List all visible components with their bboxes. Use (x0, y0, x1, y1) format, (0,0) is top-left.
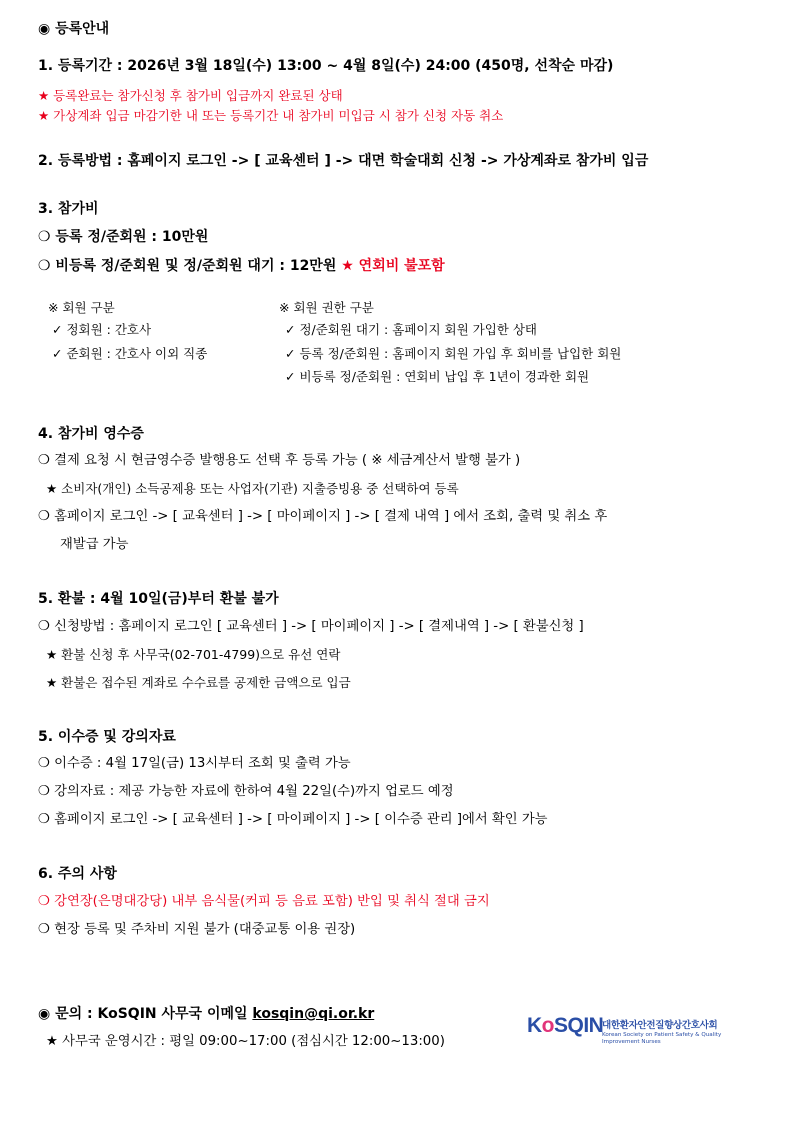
page-title: 등록안내 (55, 21, 110, 37)
section-5b-title: 5. 이수증 및 강의자료 (38, 729, 176, 745)
s4-line-1: ❍ 결제 요청 시 현금영수증 발행용도 선택 후 등록 가능 ( ※ 세금계산서 발행 불가 ) (38, 453, 521, 468)
section-4-title: 4. 참가비 영수증 (38, 426, 144, 442)
s4-line-3: ❍ 홈페이지 로그인 -> [ 교육센터 ] -> [ 마이페이지 ] -> [ 결제 내역 ] 에서 조회, 출력 및 취소 후 (38, 509, 608, 524)
s1-note-1: ★ 등록완료는 참가신청 후 참가비 입금까지 완료된 상태 (38, 88, 343, 103)
s4-line-4: 재발급 가능 (60, 537, 129, 552)
kosqin-logo (527, 1006, 737, 1050)
section-3-title: 3. 참가비 (38, 201, 99, 217)
fee-unregistered-label: ❍ 비등록 정/준회원 및 정/준회원 대기 : 12만원 (38, 258, 337, 274)
member-rights-title: ※ 회원 권한 구분 (279, 300, 374, 315)
fee-unregistered-note: ★ 연회비 불포함 (341, 258, 445, 274)
radio-mark-icon: ◉ (38, 1006, 51, 1022)
s6-line-2: ❍ 현장 등록 및 주차비 지원 불가 (대중교통 이용 권장) (38, 922, 356, 937)
s6-line-1: ❍ 강연장(은명대강당) 내부 음식물(커피 등 음료 포함) 반입 및 취식 절대 금지 (38, 894, 490, 909)
section-header (38, 20, 109, 38)
section-6-title: 6. 주의 사항 (38, 866, 117, 882)
radio-mark-icon: ◉ (38, 21, 51, 37)
member-types-title: ※ 회원 구분 (48, 300, 115, 315)
office-hours: ★ 사무국 운영시간 : 평일 09:00~17:00 (점심시간 12:00~13:00) (46, 1034, 445, 1049)
section-2-title: 2. 등록방법 : 홈페이지 로그인 -> [ 교육센터 ] -> 대면 학술대회 신청 -> 가상계좌로 참가비 입금 (38, 153, 649, 169)
s5b-line-1: ❍ 이수증 : 4월 17일(금) 13시부터 조회 및 출력 가능 (38, 756, 351, 771)
section-1-title: 1. 등록기간 : 2026년 3월 18일(수) 13:00 ~ 4월 8일(수) 24:00 (450명, 선착순 마감) (38, 58, 614, 74)
s5b-line-3: ❍ 홈페이지 로그인 -> [ 교육센터 ] -> [ 마이페이지 ] -> [ 이수증 관리 ]에서 확인 가능 (38, 812, 548, 827)
contact-email-link[interactable]: kosqin@qi.or.kr (252, 1006, 375, 1022)
member-right-item: ✓ 비등록 정/준회원 : 연회비 납입 후 1년이 경과한 회원 (285, 369, 590, 384)
member-type-item: ✓ 정회원 : 간호사 (52, 322, 152, 337)
logo-korean-name: 대한환자안전질향상간호사회 (602, 1020, 718, 1031)
contact-label: 문의 : KoSQIN 사무국 이메일 (55, 1006, 248, 1022)
member-type-item: ✓ 준회원 : 간호사 이외 직종 (52, 346, 208, 361)
contact-line (38, 1005, 374, 1023)
s5-line-3: ★ 환불은 접수된 계좌로 수수료를 공제한 금액으로 입금 (46, 675, 351, 690)
s5-line-2: ★ 환불 신청 후 사무국(02-701-4799)으로 유선 연락 (46, 647, 341, 662)
member-right-item: ✓ 정/준회원 대기 : 홈페이지 회원 가입한 상태 (285, 322, 537, 337)
fee-registered: ❍ 등록 정/준회원 : 10만원 (38, 229, 209, 245)
logo-english-name-1: Korean Society on Patient Safety & Quality (602, 1032, 722, 1038)
member-right-item: ✓ 등록 정/준회원 : 홈페이지 회원 가입 후 회비를 납입한 회원 (285, 346, 622, 361)
logo-english-name-2: Improvement Nurses (602, 1039, 661, 1045)
section-5-title: 5. 환불 : 4월 10일(금)부터 환불 불가 (38, 591, 279, 607)
s5-line-1: ❍ 신청방법 : 홈페이지 로그인 [ 교육센터 ] -> [ 마이페이지 ] -> [ 결제내역 ] -> [ 환불신청 ] (38, 619, 584, 634)
s5b-line-2: ❍ 강의자료 : 제공 가능한 자료에 한하여 4월 22일(수)까지 업로드 예정 (38, 784, 454, 799)
s1-note-2: ★ 가상계좌 입금 마감기한 내 또는 등록기간 내 참가비 미입금 시 참가 신청 자동 취소 (38, 108, 504, 123)
s4-line-2: ★ 소비자(개인) 소득공제용 또는 사업자(기관) 지출증빙용 중 선택하여 등록 (46, 481, 459, 496)
logo-wordmark: KoSQIN (527, 1014, 604, 1037)
fee-unregistered (38, 257, 445, 275)
